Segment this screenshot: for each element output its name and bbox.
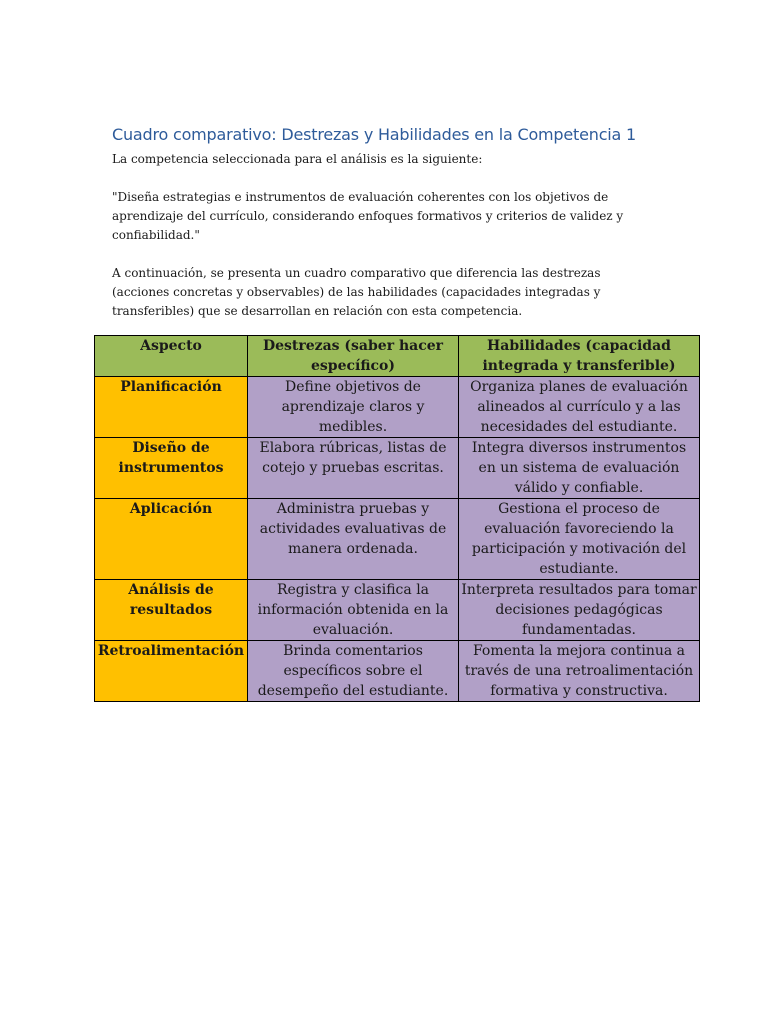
aspect-cell: Análisis de resultados (95, 580, 248, 641)
aspect-cell: Aplicación (95, 499, 248, 580)
comparison-table (94, 335, 700, 702)
table-row (95, 641, 700, 702)
habilidad-cell: Fomenta la mejora continua a través de una retroalimentación formativa y constructiva. (459, 641, 700, 702)
habilidad-cell: Organiza planes de evaluación alineados al currículo y a las necesidades del estudiante. (459, 377, 700, 438)
document-body (112, 125, 657, 340)
destreza-cell: Brinda comentarios específicos sobre el desempeño del estudiante. (248, 641, 459, 702)
habilidad-cell: Interpreta resultados para tomar decisiones pedagógicas fundamentadas. (459, 580, 700, 641)
table-row (95, 580, 700, 641)
destreza-cell: Registra y clasifica la información obtenida en la evaluación. (248, 580, 459, 641)
document-title: Cuadro comparativo: Destrezas y Habilidades en la Competencia 1 (112, 125, 637, 144)
aspect-cell: Retroalimentación (95, 641, 248, 702)
table-row (95, 499, 700, 580)
intro-paragraph: La competencia seleccionada para el análisis es la siguiente: (112, 152, 483, 166)
aspect-cell: Planificación (95, 377, 248, 438)
table-row (95, 438, 700, 499)
destreza-cell: Administra pruebas y actividades evaluativas de manera ordenada. (248, 499, 459, 580)
table-header-row (95, 336, 700, 377)
aspect-cell: Diseño de instrumentos (95, 438, 248, 499)
competency-quote: "Diseña estrategias e instrumentos de evaluación coherentes con los objetivos de aprendizaje del currículo, considerando enfoques formativos y criterios de validez y confiabilidad." (112, 190, 624, 242)
destreza-cell: Define objetivos de aprendizaje claros y medibles. (248, 377, 459, 438)
habilidad-cell: Integra diversos instrumentos en un sistema de evaluación válido y confiable. (459, 438, 700, 499)
lead-paragraph: A continuación, se presenta un cuadro comparativo que diferencia las destrezas (acciones concretas y observables) de las habilidades (capacidades integradas y transferibles) que se desarrollan en relación con esta competencia. (112, 266, 601, 318)
habilidad-cell: Gestiona el proceso de evaluación favoreciendo la participación y motivación del estudiante. (459, 499, 700, 580)
table-row (95, 377, 700, 438)
header-destrezas: Destrezas (saber hacer específico) (248, 336, 459, 377)
destreza-cell: Elabora rúbricas, listas de cotejo y pruebas escritas. (248, 438, 459, 499)
header-aspect: Aspecto (95, 336, 248, 377)
header-habilidades: Habilidades (capacidad integrada y transferible) (459, 336, 700, 377)
